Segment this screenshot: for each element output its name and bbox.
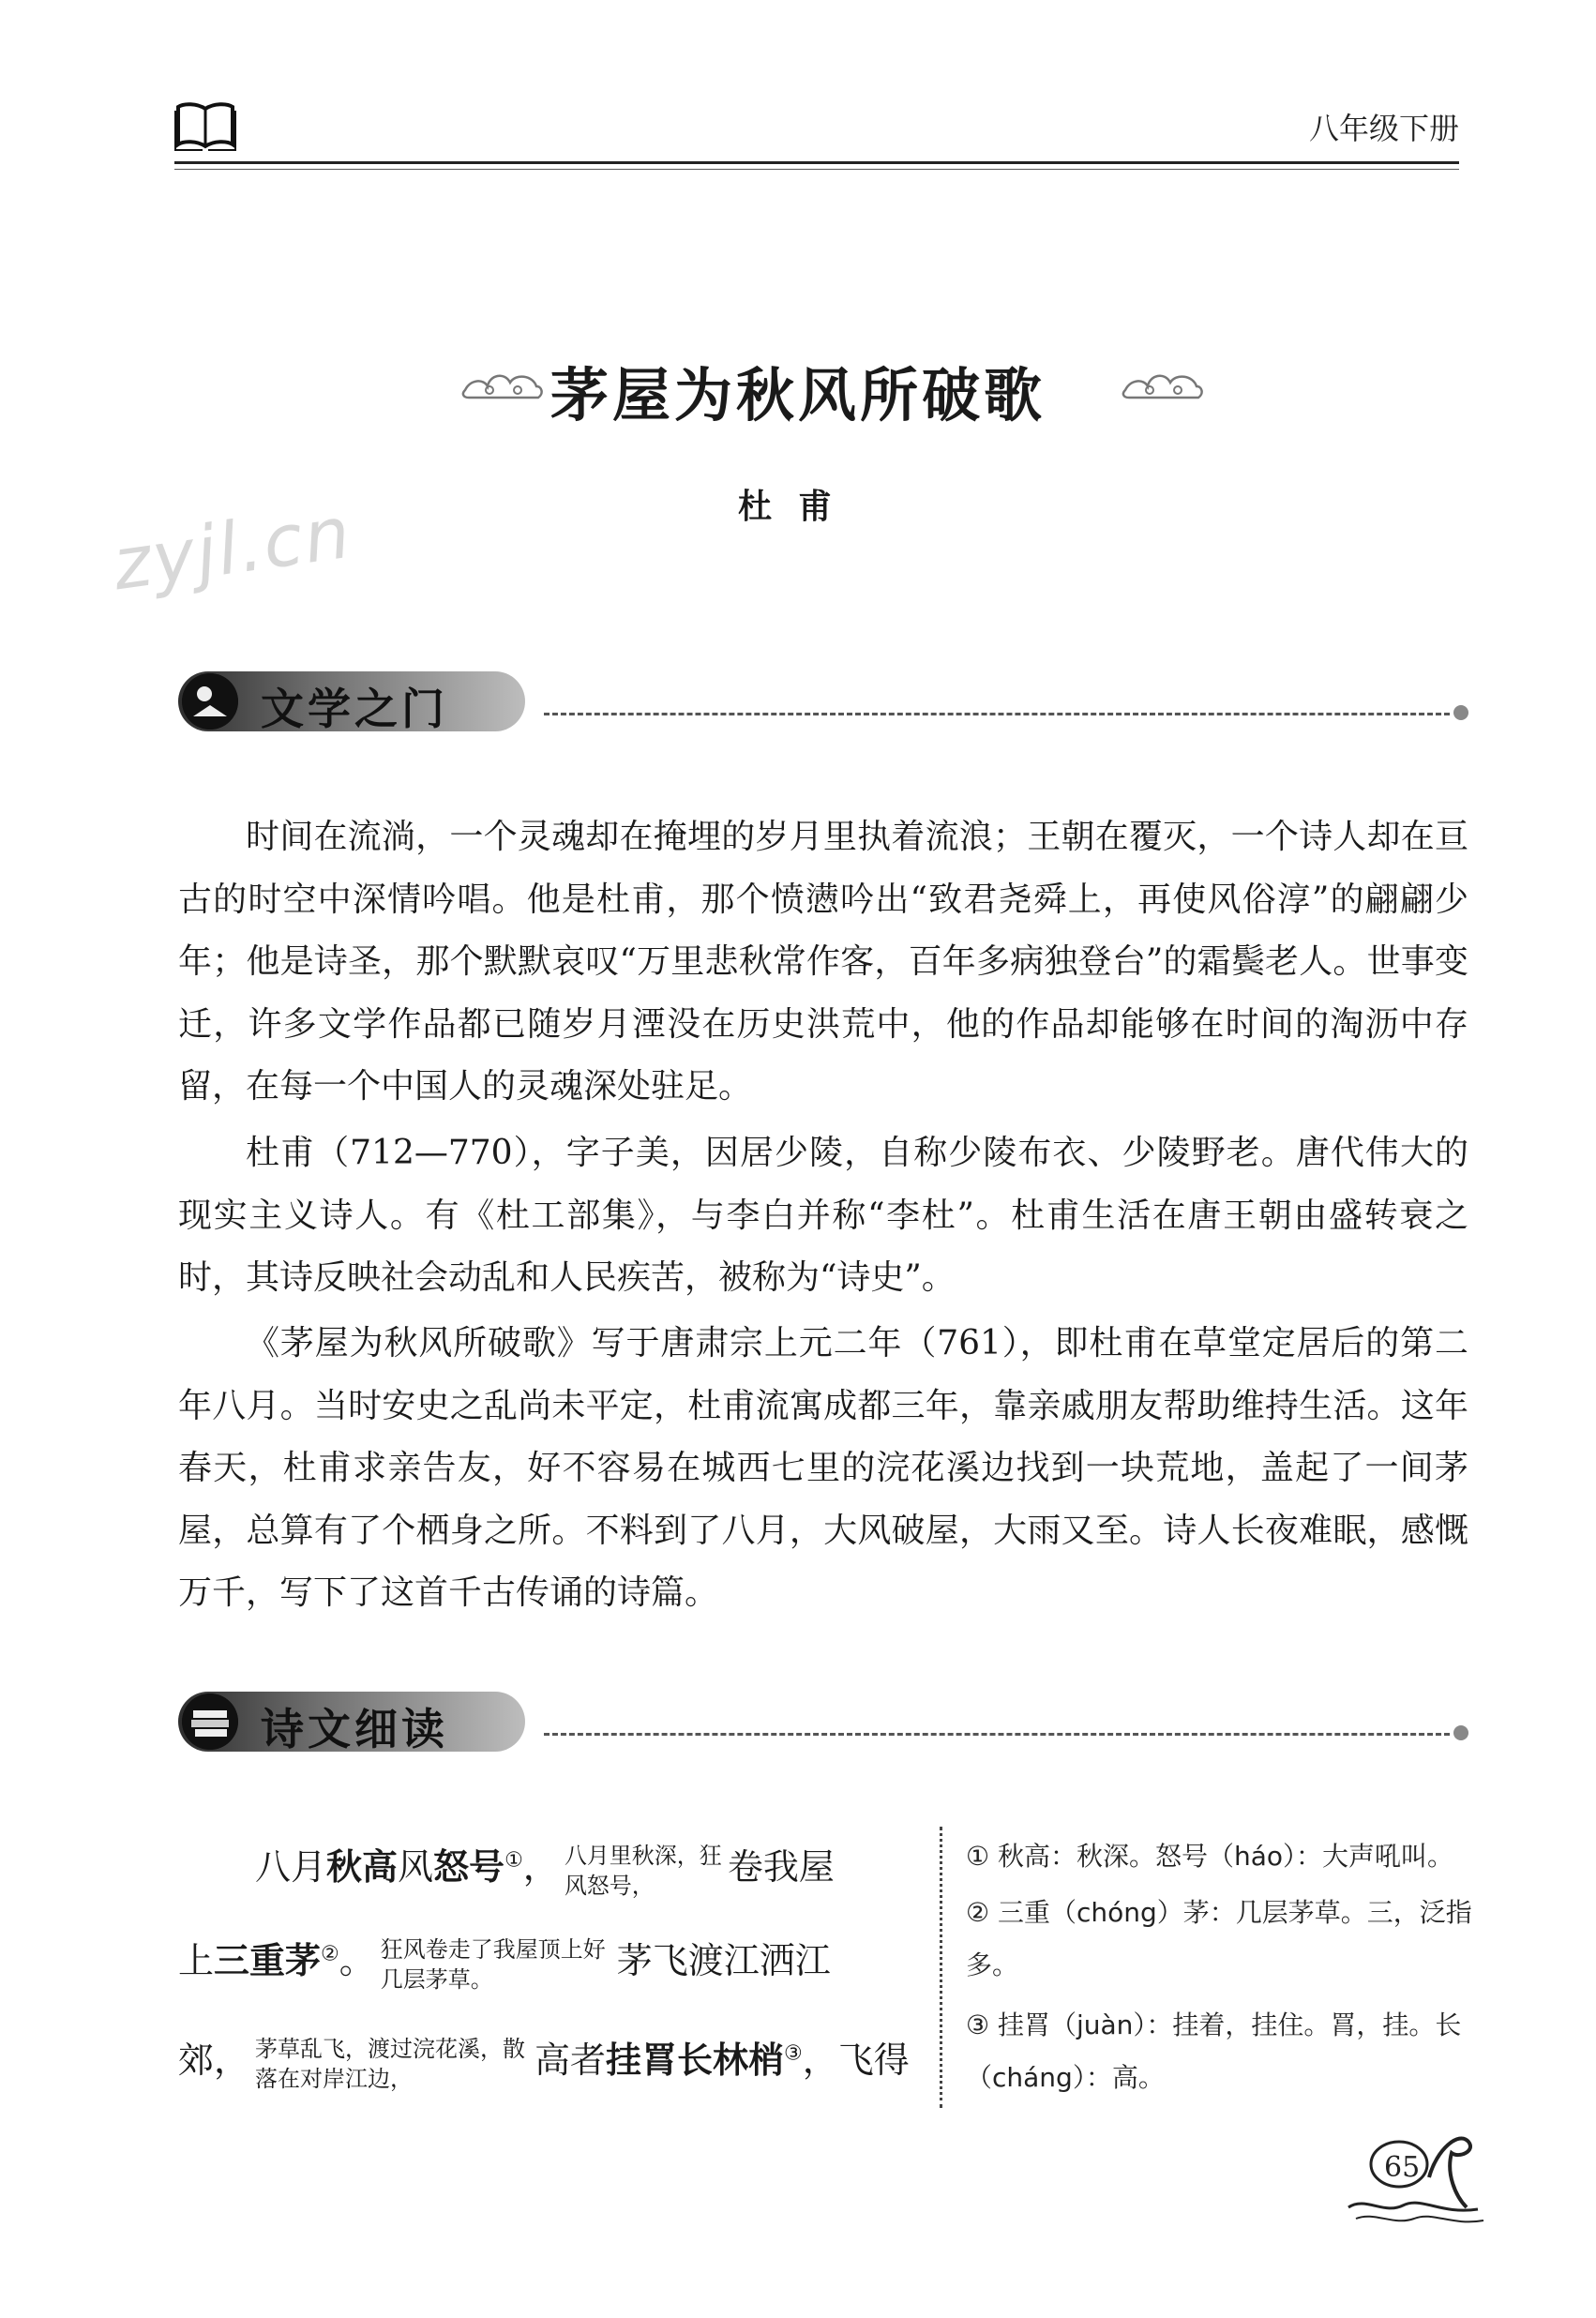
poem-line-2 [178, 1932, 891, 1994]
header-rule [174, 161, 1459, 164]
dashed-rule [544, 1733, 1450, 1736]
section-banner-intro [178, 671, 1472, 734]
poem-text: 郊， [178, 2040, 250, 2081]
poem-text: 茅飞渡江洒江 [616, 1940, 831, 1981]
poem-text: 八月 [255, 1846, 327, 1888]
keyword: 怒号 [433, 1846, 505, 1888]
notes-divider [940, 1827, 942, 2108]
intro-paragraph-2: 杜甫（712—770），字子美，因居少陵，自称少陵布衣、少陵野老。唐代伟大的现实主义诗人。有《杜工部集》，与李白并称“李杜”。杜甫生活在唐王朝由盛转衰之时，其诗反映社会动乱和人民疾苦，被称为“诗史”。 [178, 1134, 1468, 1297]
poem-text: 上 [178, 1940, 215, 1981]
rule-end-dot [1453, 705, 1468, 720]
poem-text: 高者 [535, 2040, 607, 2081]
keyword: 秋高 [326, 1846, 399, 1888]
open-book-icon [174, 99, 236, 152]
inline-gloss: 狂风卷走了我屋顶上好几层茅草。 [380, 1935, 606, 1993]
dashed-rule [544, 713, 1450, 715]
footnote-marker: ③ [784, 2041, 803, 2066]
section-title-reading: 诗文细读 [261, 1704, 448, 1754]
footnote-marker: ② [321, 1942, 339, 1966]
footnote-3: ③ 挂罥（juàn）：挂着，挂住。罥，挂。长（cháng）：高。 [966, 2009, 1462, 2093]
footnote-1: ① 秋高：秋深。怒号（háo）：大声吼叫。 [966, 1841, 1454, 1872]
footnote-marker: ① [504, 1848, 523, 1873]
poem-title: 茅屋为秋风所破歌 [550, 361, 1046, 429]
watermark: zyjl.cn [108, 489, 357, 607]
reader-icon [182, 673, 238, 730]
poem-author: 杜甫 [737, 487, 858, 526]
poem-line-3 [178, 2031, 910, 2094]
poem-punctuation: 。 [339, 1940, 375, 1981]
footnote-2: ② 三重（chóng）茅：几层茅草。三，泛指多。 [966, 1897, 1472, 1980]
keyword: 挂罥长林梢 [606, 2040, 785, 2081]
intro-paragraph-3: 《茅屋为秋风所破歌》写于唐肃宗上元二年（761），即杜甫在草堂定居后的第二年八月。当时安史之乱尚未平定，杜甫流寓成都三年，靠亲戚朋友帮助维持生活。这年春天，杜甫求亲告友，好不容易在城西七里的浣花溪边找到一块荒地，盖起了一间茅屋，总算有了个栖身之所。不料到了八月，大风破屋，大雨又至。诗人长夜难眠，感慨万千，写下了这首千古传诵的诗篇。 [178, 1324, 1468, 1612]
poem-text: 卷我屋 [727, 1846, 835, 1888]
header-rule-thin [174, 169, 1459, 170]
rule-end-dot [1453, 1725, 1468, 1740]
page-number: 65 [1384, 2151, 1421, 2184]
poem-punctuation: ， [522, 1846, 559, 1888]
section-banner-reading [178, 1692, 1472, 1752]
grade-label: 八年级下册 [1308, 111, 1459, 146]
inline-gloss: 八月里秋深，狂风怒号， [564, 1842, 722, 1899]
poem-text: 风 [398, 1846, 434, 1888]
poem-line-1 [178, 1838, 968, 1901]
keyword: 三重茅 [214, 1940, 322, 1981]
cloud-ornament-icon [1122, 362, 1206, 405]
section-title-intro: 文学之门 [261, 684, 448, 734]
intro-paragraph-1: 时间在流淌，一个灵魂却在掩埋的岁月里执着流浪；王朝在覆灭，一个诗人却在亘古的时空中深情吟唱。他是杜甫，那个愤懑吟出“致君尧舜上，再使风俗淳”的翩翩少年；他是诗圣，那个默默哀叹“万里悲秋常作客，百年多病独登台”的霜鬓老人。世事变迁，许多文学作品都已随岁月湮没在历史洪荒中，他的作品却能够在时间的淘沥中存留，在每一个中国人的灵魂深处驻足。 [178, 818, 1468, 1106]
books-icon [182, 1693, 238, 1750]
poem-text: ，飞得 [802, 2040, 910, 2081]
inline-gloss: 茅草乱飞，渡过浣花溪，散落在对岸江边， [255, 2035, 526, 2092]
